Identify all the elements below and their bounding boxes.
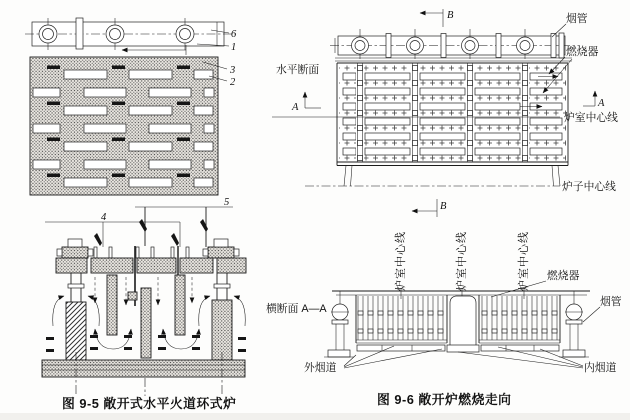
burner-flag xyxy=(139,219,147,232)
center-opening xyxy=(450,296,476,345)
cross-section-view xyxy=(266,231,622,374)
hatched-column xyxy=(66,302,86,360)
cross-section-label: 横断面 A—A xyxy=(266,303,327,315)
burner-flag xyxy=(94,233,102,246)
burner-flag xyxy=(200,219,208,232)
furnace-floor xyxy=(42,360,245,377)
chamber-centerline-vertical-1: 炉室中心线 xyxy=(395,231,407,291)
horizontal-section xyxy=(30,57,236,195)
callout-3: 3 xyxy=(230,65,236,76)
outer-flue-label: 外烟道 xyxy=(304,362,337,374)
section-marker-b-top: B xyxy=(447,10,454,21)
burner-flag xyxy=(171,233,179,246)
figure-9-5 xyxy=(25,18,246,411)
chamber-centerline-vertical-2: 炉室中心线 xyxy=(456,231,468,291)
smoke-pipe-label-plan: 烟管 xyxy=(566,13,588,25)
chamber-centerline-vertical-3: 炉室中心线 xyxy=(518,231,530,291)
stippled-column xyxy=(212,300,232,360)
plan-view xyxy=(272,9,618,217)
section-marker-b-bottom: B xyxy=(440,201,447,212)
callout-2: 2 xyxy=(230,77,236,88)
vertical-section xyxy=(42,197,246,396)
callout-5: 5 xyxy=(224,197,230,208)
callout-6: 6 xyxy=(231,29,237,40)
furnace-centerline-label: 炉子中心线 xyxy=(562,181,616,193)
inner-flue-label: 内烟道 xyxy=(584,362,617,374)
callout-1: 1 xyxy=(231,42,237,53)
figure-9-6 xyxy=(266,9,622,407)
smoke-pipe-label-section: 烟管 xyxy=(600,296,622,308)
figure-9-5-caption: 图 9-5 敞开式水平火道环式炉 xyxy=(62,396,237,411)
burners-label-plan: 燃烧器 xyxy=(566,46,599,58)
section-marker-a-left: A xyxy=(292,102,299,113)
callout-4: 4 xyxy=(101,212,107,223)
figure-9-6-caption: 图 9-6 敞开炉燃烧走向 xyxy=(377,392,512,407)
pipe-top-view xyxy=(25,18,237,55)
section-marker-a-right: A xyxy=(598,98,605,109)
plan-section-label: 水平断面 xyxy=(276,64,320,76)
chamber-centerline-label: 炉室中心线 xyxy=(564,112,618,124)
burners-label-section: 燃烧器 xyxy=(547,270,580,282)
page-bottom-band xyxy=(0,413,630,420)
